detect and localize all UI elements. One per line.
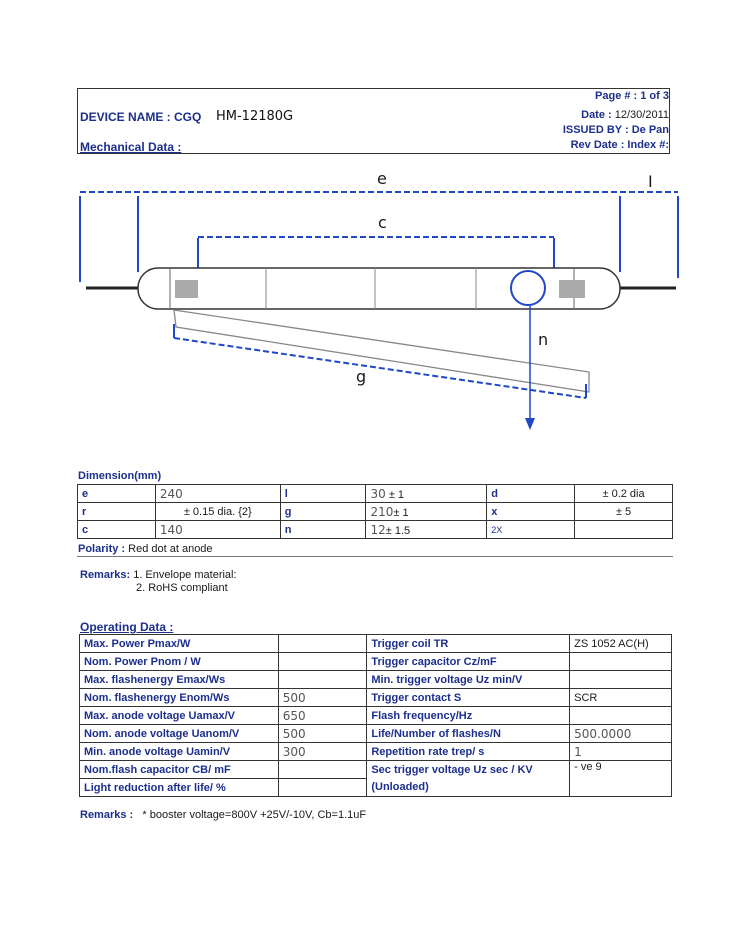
op-label: Trigger coil TR [367, 635, 570, 653]
dim-tolerance: ± 1.5 [385, 524, 411, 537]
table-row [78, 485, 673, 503]
remarks-block [80, 569, 237, 581]
table-row [78, 521, 673, 539]
dim-value: 210 [370, 504, 394, 519]
dim-value: 30 [370, 486, 386, 501]
op-label: Nom.flash capacitor CB/ mF [80, 761, 279, 779]
label-l: I [648, 172, 653, 191]
op-label: Max. flashenergy Emax/Ws [80, 671, 279, 689]
dim-tolerance: ± 0.15 dia. {2} [155, 503, 280, 521]
dim-key: g [280, 503, 366, 521]
dim-value: 12 [370, 522, 386, 537]
op-label: Sec trigger voltage Uz sec / KV [367, 761, 570, 779]
op-value [570, 671, 672, 689]
polarity-label: Polarity : [78, 543, 126, 555]
electrode-left [175, 280, 198, 298]
dim-key: 2X [487, 521, 575, 539]
dimension-table [77, 484, 673, 539]
op-value: 500 [278, 725, 367, 743]
remarks-line-1: 1. Envelope material: [133, 569, 237, 581]
dim-tolerance: ± 1 [393, 506, 409, 519]
remarks-line-2: 2. RoHS compliant [136, 582, 228, 594]
op-label: Trigger capacitor Cz/mF [367, 653, 570, 671]
label-e: e [377, 169, 387, 188]
op-label: (Unloaded) [367, 779, 570, 797]
op-value [278, 779, 367, 797]
op-value [278, 635, 367, 653]
table-row [80, 779, 672, 797]
table-row [80, 689, 672, 707]
trigger-lead [174, 310, 589, 392]
dim-tolerance: ± 5 [575, 503, 673, 521]
op-label: Trigger contact S [367, 689, 570, 707]
dim-value: 240 [155, 485, 280, 503]
op-label: Repetition rate trep/ s [367, 743, 570, 761]
table-row [80, 653, 672, 671]
dim-key: x [487, 503, 575, 521]
op-value: SCR [570, 689, 672, 707]
rev-date: Rev Date : Index #: [570, 139, 669, 151]
op-label: Max. anode voltage Uamax/V [80, 707, 279, 725]
polarity-value: Red dot at anode [128, 543, 213, 555]
op-value: 500.0000 [570, 725, 672, 743]
dimension-g [174, 338, 586, 398]
operating-title: Operating Data : [80, 620, 174, 634]
dim-key: n [280, 521, 366, 539]
op-value: 650 [278, 707, 367, 725]
table-row [78, 503, 673, 521]
table-row [80, 725, 672, 743]
dim-tolerance: ± 0.2 dia [575, 485, 673, 503]
op-label: Min. trigger voltage Uz min/V [367, 671, 570, 689]
dimension-l [138, 196, 620, 272]
op-value [570, 779, 672, 797]
op-label: Nom. Power Pnom / W [80, 653, 279, 671]
operating-remarks-label: Remarks : [80, 809, 134, 821]
device-model: HM-12180G [216, 109, 294, 124]
issued-by: ISSUED BY : De Pan [562, 124, 669, 136]
table-row [80, 671, 672, 689]
date-line [581, 109, 669, 121]
label-c: c [378, 213, 387, 232]
op-label: Max. Power Pmax/W [80, 635, 279, 653]
flash-tube-body [138, 268, 620, 309]
op-value [278, 671, 367, 689]
operating-remarks-text: * booster voltage=800V +25V/-10V, Cb=1.1uF [142, 809, 367, 821]
op-value [278, 761, 367, 779]
operating-remarks [80, 809, 366, 821]
dimension-title: Dimension(mm) [78, 470, 162, 482]
dim-key: d [487, 485, 575, 503]
dim-key: c [78, 521, 156, 539]
op-label: Light reduction after life/ % [80, 779, 279, 797]
date-value: 12/30/2011 [614, 109, 669, 121]
op-label: Nom. anode voltage Uanom/V [80, 725, 279, 743]
mechanical-data-heading: Mechanical Data : [80, 140, 182, 154]
electrode-right [559, 280, 585, 298]
table-row [80, 761, 672, 779]
dim-tolerance: ± 1 [388, 488, 405, 501]
op-value: - ve 9 [570, 761, 672, 779]
op-value [278, 653, 367, 671]
op-value: 500 [278, 689, 367, 707]
op-label: Life/Number of flashes/N [367, 725, 570, 743]
op-label: Flash frequency/Hz [367, 707, 570, 725]
dim-key: r [78, 503, 156, 521]
op-label: Min. anode voltage Uamin/V [80, 743, 279, 761]
op-label: Nom. flashenergy Enom/Ws [80, 689, 279, 707]
device-name-label: DEVICE NAME : CGQ [80, 110, 202, 124]
dim-key: e [78, 485, 156, 503]
table-row [80, 707, 672, 725]
polarity-line [78, 543, 213, 555]
table-row [80, 743, 672, 761]
label-g: g [356, 367, 367, 386]
table-row [80, 635, 672, 653]
date-label: Date : [581, 109, 612, 121]
op-value [570, 653, 672, 671]
dimension-n-arrow [525, 306, 535, 430]
op-value [570, 707, 672, 725]
mechanical-drawing [0, 160, 750, 440]
dim-value: 140 [155, 521, 280, 539]
operating-table [79, 634, 672, 797]
op-value: ZS 1052 AC(H) [570, 635, 672, 653]
remarks-label: Remarks: [80, 569, 131, 581]
dim-empty [575, 521, 673, 539]
page-number: Page # : 1 of 3 [595, 90, 669, 102]
divider [77, 556, 673, 557]
dim-key: l [280, 485, 366, 503]
op-value: 300 [278, 743, 367, 761]
label-n: n [538, 330, 549, 349]
op-value: 1 [570, 743, 672, 761]
